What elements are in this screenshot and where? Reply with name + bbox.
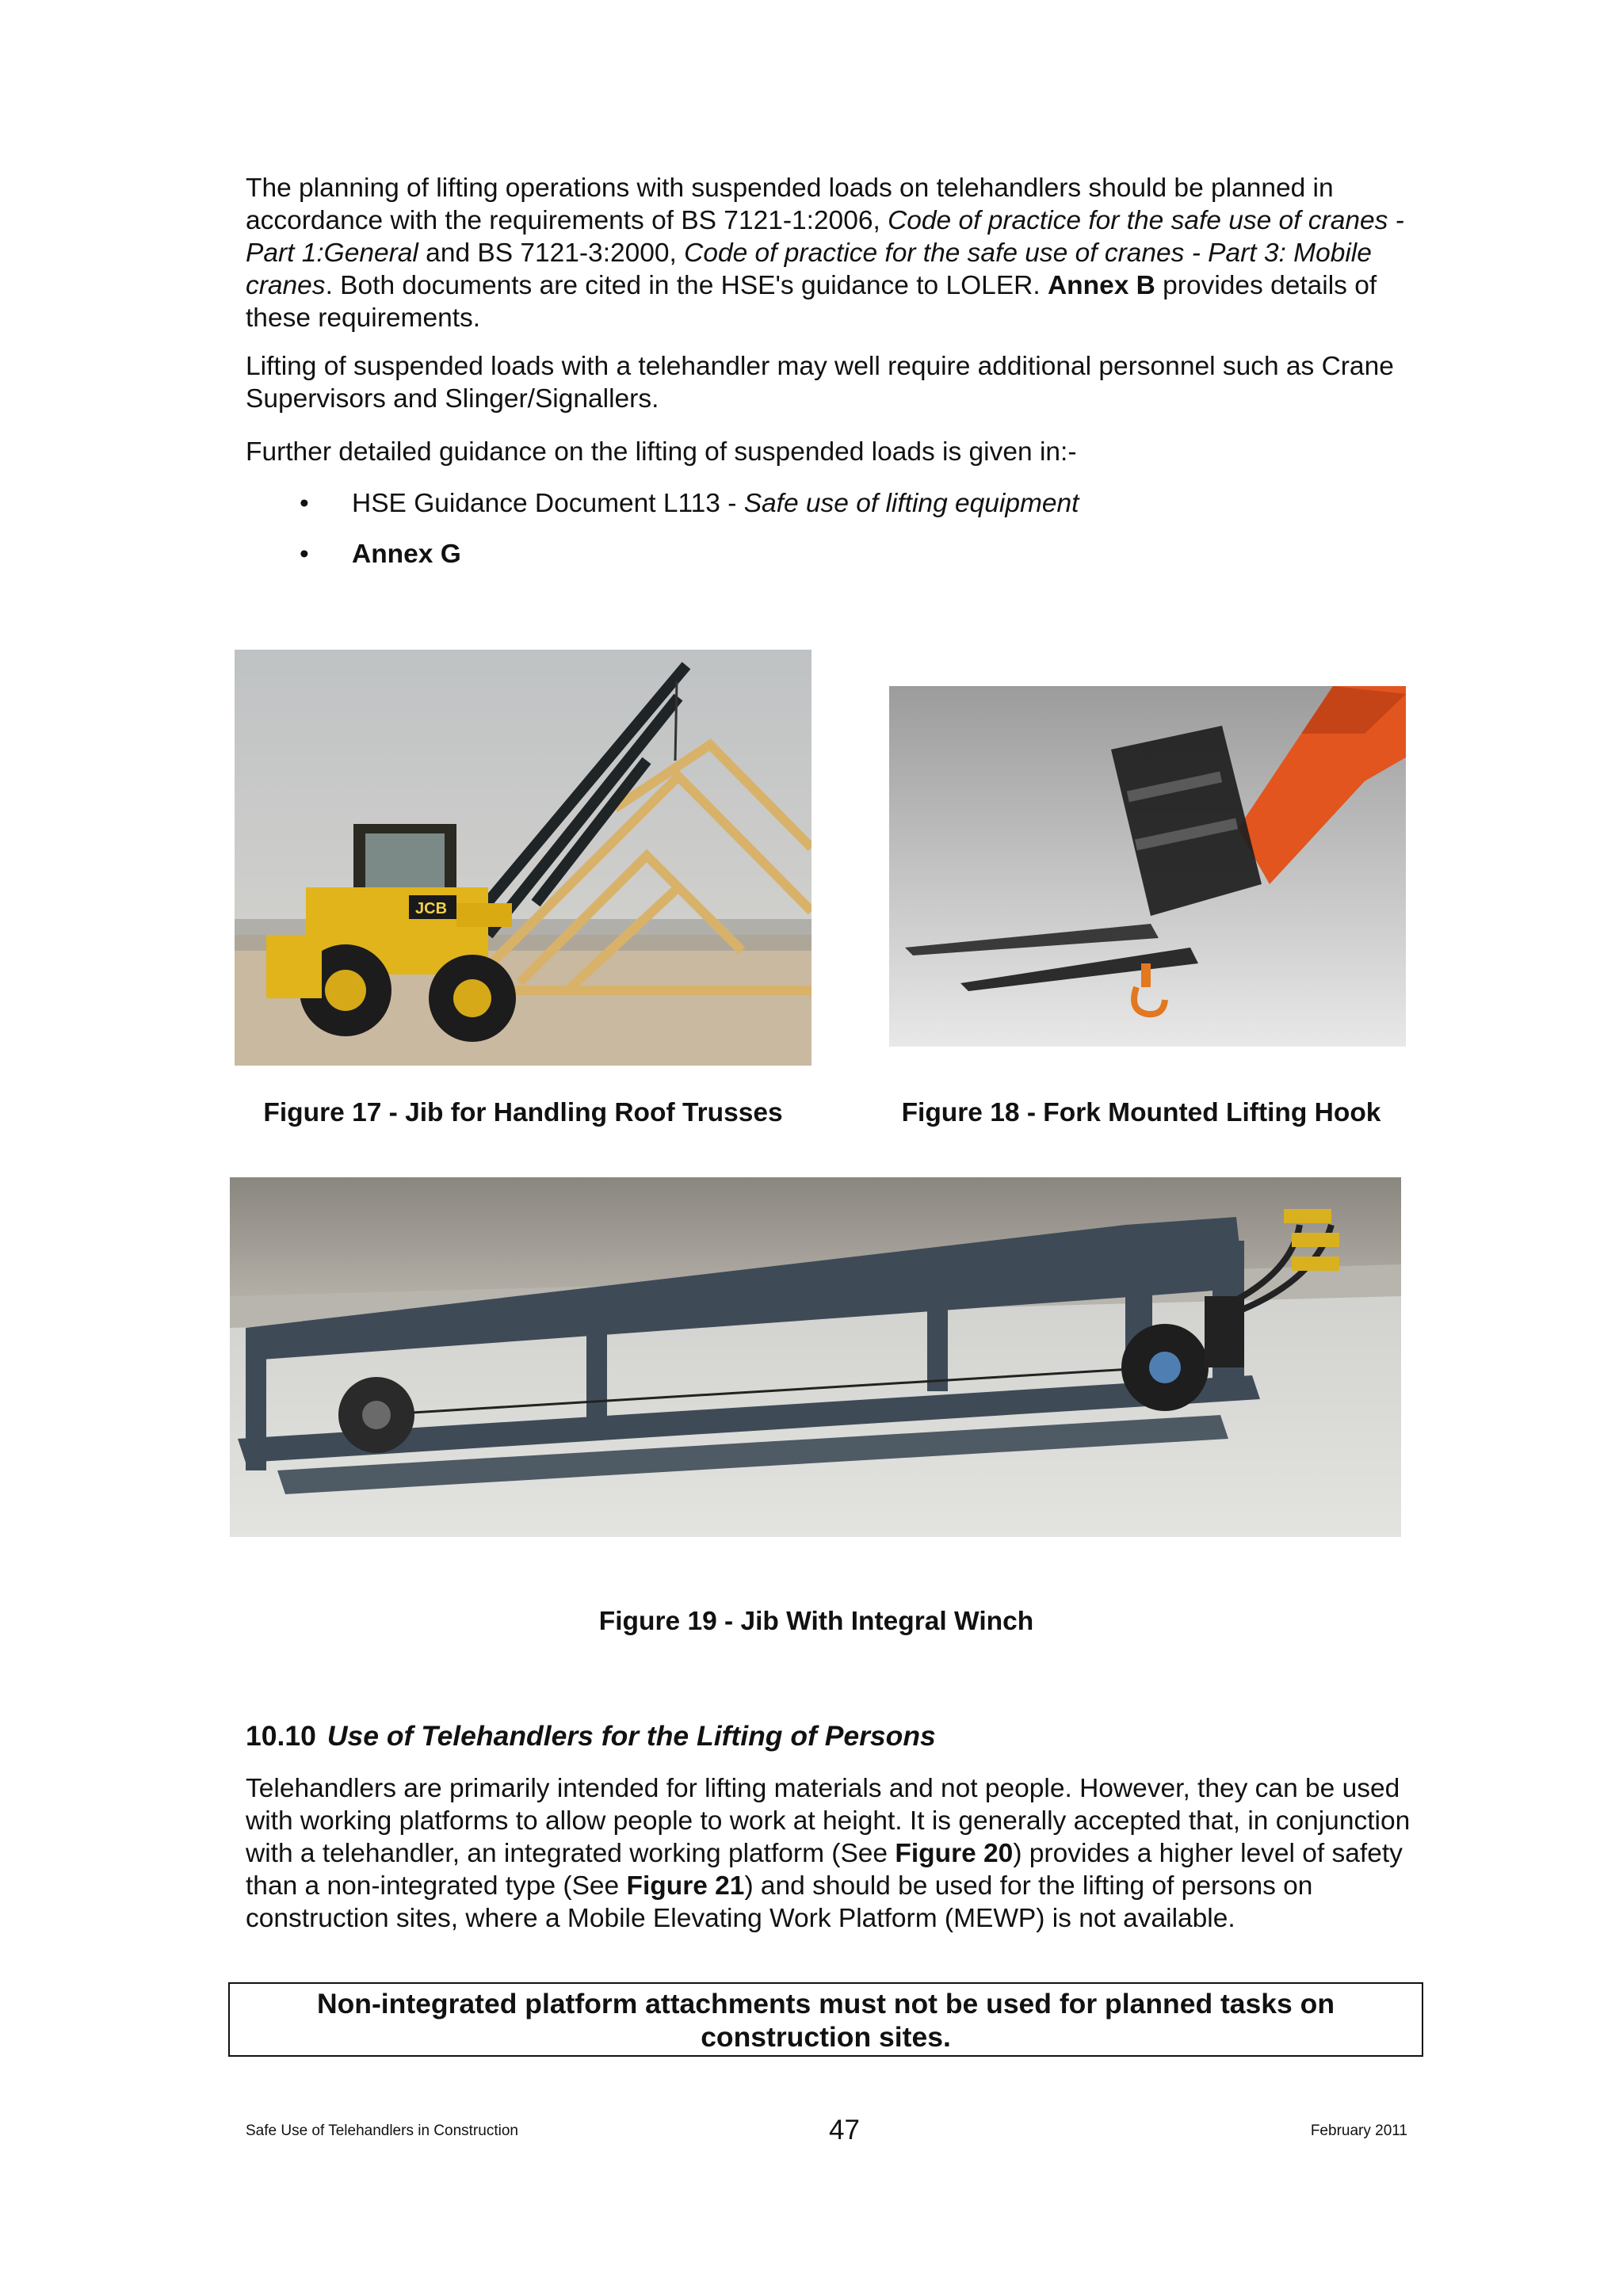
paragraph-further-guidance: Further detailed guidance on the lifting of suspended loads is given in:- — [246, 437, 1077, 467]
figure-19-photo — [230, 1177, 1401, 1537]
figure-17-caption: Figure 17 - Jib for Handling Roof Trusses — [263, 1098, 783, 1127]
section-number: 10.10 — [246, 1720, 316, 1752]
footer-date: February 2011 — [1310, 2122, 1407, 2139]
annex-g-reference: Annex G — [352, 540, 461, 569]
telehandler-jib-image — [235, 650, 812, 1066]
bullet-icon: • — [300, 540, 309, 569]
paragraph-additional-personnel: Lifting of suspended loads with a telehandler may well require additional personnel such as Crane Supervisors and Slinger/Signallers. — [246, 352, 1394, 414]
warning-notice-box: Non-integrated platform attachments must not be used for planned tasks on construction sites. — [228, 1982, 1423, 2057]
svg-text:JCB: JCB — [415, 900, 448, 917]
figure-18-caption: Figure 18 - Fork Mounted Lifting Hook — [901, 1098, 1381, 1127]
paragraph-lifting-planning: The planning of lifting operations with suspended loads on telehandlers should be planned in accordance with the requirements of BS 7121-1:2006, Code of practice for the safe use of cranes - Part 1:General and BS 7121-3:2000, Code of practice for the safe use of cranes - Part 3: Mobile cranes. Both documents are cited in the HSE's guidance to LOLER. Annex B provides details of these requirements. — [246, 174, 1404, 333]
paragraph-lifting-persons: Telehandlers are primarily intended for lifting materials and not people. However, they can be used with working platforms to allow people to work at height. It is generally accepted that, in conjunction with a telehandler, an integrated working platform (See Figure 20) provides a higher level of safety than a non-integrated type (See Figure 21) and should be used for the lifting of persons on construction sites, where a Mobile Elevating Work Platform (MEWP) is not available. — [246, 1774, 1411, 1933]
fork-hook-image — [889, 686, 1406, 1047]
section-title: Use of Telehandlers for the Lifting of Persons — [327, 1720, 936, 1752]
figure-17-photo — [235, 650, 812, 1066]
section-heading — [246, 1719, 936, 1753]
figure-21-reference: Figure 21 — [626, 1871, 745, 1901]
figure-18-photo — [889, 686, 1406, 1047]
annex-b-reference: Annex B — [1047, 271, 1155, 300]
bullet-icon: • — [300, 489, 309, 518]
page-number: 47 — [829, 2115, 860, 2145]
figure-19-caption: Figure 19 - Jib With Integral Winch — [598, 1607, 1034, 1636]
jib-winch-image — [230, 1177, 1401, 1537]
figure-20-reference: Figure 20 — [895, 1839, 1014, 1868]
footer-document-title: Safe Use of Telehandlers in Construction — [246, 2122, 518, 2139]
